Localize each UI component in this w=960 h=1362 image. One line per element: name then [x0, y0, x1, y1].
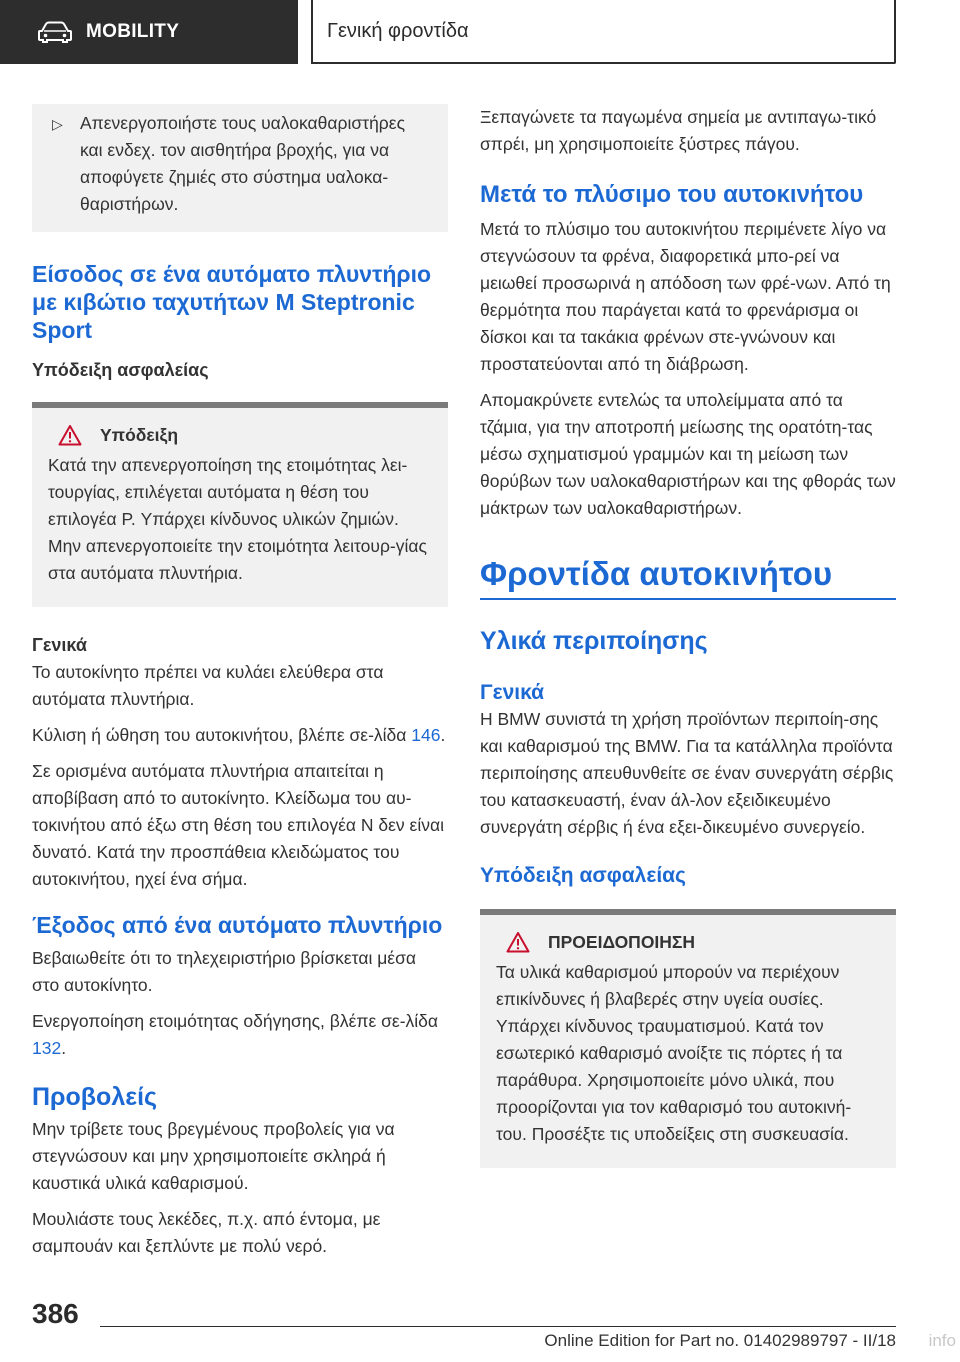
heading-car-care: Φροντίδα αυτοκινήτου	[480, 555, 833, 592]
heading-safety-note: Υπόδειξη ασφαλείας	[480, 864, 686, 887]
warning-header	[496, 931, 880, 953]
paragraph-with-link	[32, 1008, 448, 1062]
heading-care-products: Υλικά περιποίησης	[480, 627, 708, 655]
paragraph: Βεβαιωθείτε ότι το τηλεχειριστήριο βρίσκεται μέσα στο αυτοκίνητο.	[32, 948, 417, 995]
notice-header	[48, 424, 432, 446]
paragraph-with-link	[32, 722, 448, 749]
step-text: Απενεργοποιήστε τους υαλοκαθαριστήρες και ενδεχ. τον αισθητήρα βροχής, για να αποφύγετε ζημιές στο σύστημα υαλοκα‐θαριστήρων.	[80, 113, 405, 214]
paragraph-text: .	[61, 1038, 67, 1058]
triangle-right-icon: ▷	[52, 116, 63, 132]
notice-box	[32, 402, 448, 607]
paragraph-text: Ενεργοποίηση ετοιμότητας οδήγησης, βλέπε σε‐λίδα	[32, 1011, 439, 1031]
paragraph: Η BMW συνιστά τη χρήση προϊόντων περιποίη‐σης και καθαρισμού της BMW. Για τα κατάλληλα προϊόντα περιποίησης απευθυνθείτε σε έναν συνεργάτη σέρβις του κατασκευαστή, έναν άλ‐λον εξειδικευμένο συνεργάτη σέρβις ή ένα εξει‐δικευμένο συνεργείο.	[480, 709, 894, 837]
paragraph: Ξεπαγώνετε τα παγωμένα σημεία με αντιπαγω‐τικό σπρέι, μη χρησιμοποιείτε ξύστρες πάγου.	[480, 107, 877, 154]
paragraph: Απομακρύνετε εντελώς τα υπολείμματα από τα τζάμια, για την αποτροπή μείωσης της ορατότη‐τας μέσω σχηματισμού γραμμών και τη μείωση των θορύβων των υαλοκαθαριστήρων και της φθοράς των μάκτρων των υαλοκαθαριστήρων.	[480, 390, 896, 518]
paragraph: Σε ορισμένα αυτόματα πλυντήρια απαιτείται η αποβίβαση από το αυτοκίνητο. Κλείδωμα του αυ‐τοκινήτου από έξω στη θέση του επιλογέα N δεν είναι δυνατό. Κατά την προσπάθεια κλειδώματος του αυτοκινήτου, ηχεί ένα σήμα.	[32, 761, 444, 889]
heading-after-wash: Μετά το πλύσιμο του αυτοκινήτου	[480, 181, 864, 208]
paragraph-text: Κύλιση ή ώθηση του αυτοκινήτου, βλέπε σε‐λίδα	[32, 725, 412, 745]
notice-title: Υπόδειξη	[100, 424, 179, 445]
heading-exit-car-wash: Έξοδος από ένα αυτόματο πλυντήριο	[32, 912, 443, 938]
notice-text: Κατά την απενεργοποίηση της ετοιμότητας λει‐τουργίας, επιλέγεται αυτόματα η θέση του επιλογέα P. Υπάρχει κίνδυνος υλικών ζημιών. Μην απενεργοποιείτε την ετοιμότητα λειτουρ‐γίας στα αυτόματα πλυντήρια.	[48, 455, 427, 583]
warning-box	[480, 909, 896, 1168]
page-link-146[interactable]: 146	[411, 725, 441, 745]
mobility-label: MOBILITY	[86, 21, 180, 42]
heading-safety-note: Υπόδειξη ασφαλείας	[32, 360, 209, 380]
paragraph: Μην τρίβετε τους βρεγμένους προβολείς για να στεγνώσουν και μην χρησιμοποιείτε σκληρά ή καυστικά υλικά καθαρισμού.	[32, 1119, 395, 1193]
watermark-text: info	[928, 1331, 956, 1350]
warning-text: Τα υλικά καθαρισμού μπορούν να περιέχουν επικίνδυνες ή βλαβερές στην υγεία ουσίες. Υπάρχει κίνδυνος τραυματισμού. Κατά τον εσωτερικό καθαρισμό ανοίξτε τις πόρτες ή τα παράθυρα. Χρησιμοποιείτε μόνο υλικά, που προορίζονται για τον καθαρισμό του αυτοκινή‐του. Προσέξτε τις υποδείξεις στη συσκευασία.	[496, 962, 852, 1144]
page-number: 386	[32, 1298, 79, 1329]
heading-headlights: Προβολείς	[32, 1083, 158, 1111]
mobility-section-tab	[0, 0, 298, 64]
heading-general: Γενικά	[480, 681, 545, 704]
chapter-title: Γενική φροντίδα	[327, 19, 469, 42]
warning-triangle-icon	[58, 424, 82, 446]
heading-general: Γενικά	[32, 635, 87, 655]
heading-entry-car-wash: Είσοδος σε ένα αυτόματο πλυντήριο με κιβώτιο ταχυτήτων M Steptronic Sport	[32, 261, 432, 343]
step-item	[48, 110, 432, 218]
edition-text: Online Edition for Part no. 01402989797 - II/18	[544, 1331, 896, 1350]
page-link-132[interactable]: 132	[32, 1038, 62, 1058]
paragraph: Μετά το πλύσιμο του αυτοκινήτου περιμένετε λίγο να στεγνώσουν τα φρένα, διαφορετικά μπο‐ρεί να μειωθεί προσωρινά η απόδοση των φρέ‐νων. Από τη θερμότητα που παράγεται κατά το φρενάρισμα οι δίσκοι και τα τακάκια φρένων στε‐γνώνουν και προστατεύονται από τη διάβρωση.	[480, 219, 891, 374]
step-box	[32, 104, 448, 232]
right-column	[480, 98, 896, 1168]
page-header	[0, 0, 960, 68]
paragraph: Το αυτοκίνητο πρέπει να κυλάει ελεύθερα στα αυτόματα πλυντήρια.	[32, 662, 384, 709]
paragraph: Μουλιάστε τους λεκέδες, π.χ. από έντομα, με σαμπουάν και ξεπλύντε με πολύ νερό.	[32, 1209, 381, 1256]
paragraph-text: .	[440, 725, 446, 745]
warning-title: ΠΡΟΕΙΔΟΠΟΙΗΣΗ	[548, 931, 696, 952]
warning-triangle-icon	[506, 931, 530, 953]
chapter-tab	[311, 0, 896, 64]
footer-divider	[100, 1326, 896, 1327]
section-divider	[480, 598, 896, 600]
left-column	[32, 98, 448, 1269]
car-icon	[38, 21, 72, 43]
